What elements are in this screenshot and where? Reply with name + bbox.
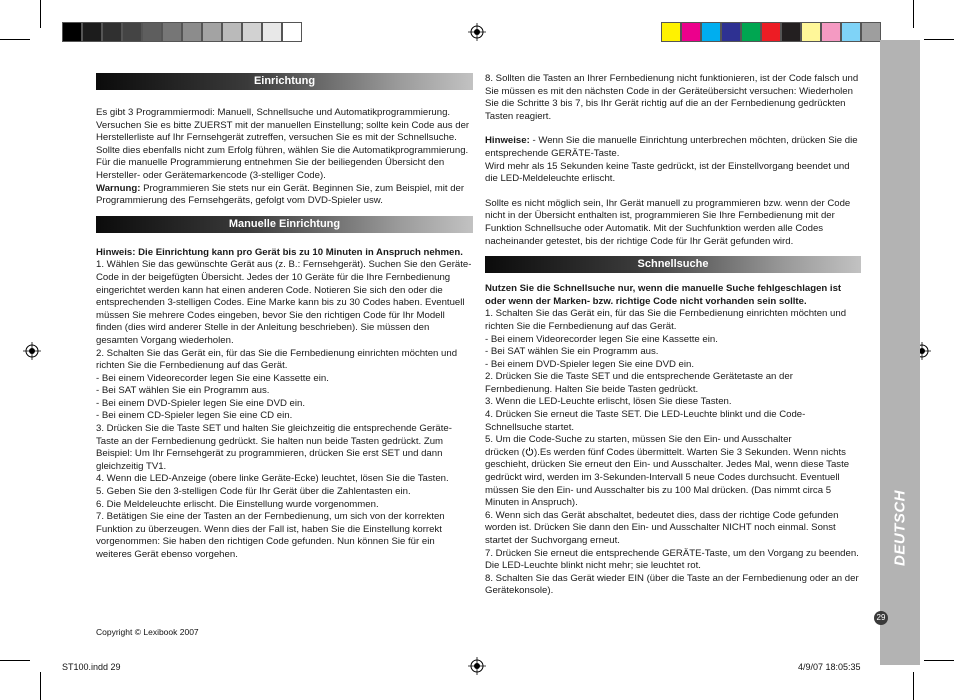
gray-swatch bbox=[282, 22, 302, 42]
color-swatch bbox=[841, 22, 861, 42]
registration-mark-icon bbox=[468, 23, 486, 41]
crop-mark bbox=[913, 0, 914, 28]
quick-intro: Nutzen Sie die Schnellsuche nur, wenn die manuelle Suche fehlgeschlagen ist oder wenn der Marken- bzw. richtige Code nicht vorhanden sein sollte. bbox=[485, 283, 842, 307]
crop-mark bbox=[913, 672, 914, 700]
step-item: 6. Wenn sich das Gerät abschaltet, bedeutet dies, dass der richtige Code gefunden worden ist. Drücken Sie dann den Ein- und Ausschalter NICHT noch einmal. Sonst startet der Suchvorgang erneut. bbox=[485, 509, 839, 546]
color-swatch bbox=[861, 22, 881, 42]
step-item: 6. Die Meldeleuchte erlischt. Die Einstellung wurde vorgenommen. bbox=[96, 498, 379, 510]
step-item: 4. Drücken Sie erneut die Taste SET. Die LED-Leuchte blinkt und die Code-Schnellsuche startet. bbox=[485, 409, 806, 433]
step-item: 3. Wenn die LED-Leuchte erlischt, lösen Sie diese Tasten. bbox=[485, 396, 732, 408]
right-column bbox=[485, 73, 861, 598]
paragraph: 8. Sollten die Tasten an Ihrer Fernbedienung nicht funktionieren, ist der Code falsch und Sie müssen es mit den nächsten Code in der Geräteübersicht versuchen: Wiederholen Sie die Schritte 3 bis 7, bis Ihr Gerät richtig auf die an der Fernbedienung gedrückten Tasten reagiert. bbox=[485, 73, 859, 122]
color-swatch bbox=[661, 22, 681, 42]
gray-swatch bbox=[222, 22, 242, 42]
crop-mark bbox=[0, 660, 30, 661]
paragraph: Wird mehr als 15 Sekunden keine Taste gedrückt, ist der Einstellvorgang beendet und die LED-Meldeleuchte erlischt. bbox=[485, 160, 850, 185]
color-swatch bbox=[781, 22, 801, 42]
grayscale-color-bar bbox=[62, 22, 302, 42]
step-item: 5. Geben Sie den 3-stelligen Code für Ihr Gerät über die Zahlentasten ein. bbox=[96, 486, 411, 498]
color-swatch bbox=[761, 22, 781, 42]
gray-swatch bbox=[202, 22, 222, 42]
registration-mark-icon bbox=[23, 342, 41, 360]
section-header-manuelle-einrichtung: Manuelle Einrichtung bbox=[96, 216, 473, 233]
paragraph: Sollte es nicht möglich sein, Ihr Gerät manuell zu programmieren bzw. wenn der Code nicht in der Übersicht enthalten ist, programmieren Sie Ihre Fernbedienung mit der Funktion Schnellsuche oder Automatik. Mit der Suchfunktion werden alle Codes nacheinander getestet, bis der richtige Code für Ihr Gerät gefunden wird. bbox=[485, 197, 851, 247]
step-item: - Bei SAT wählen Sie ein Programm aus. bbox=[96, 385, 270, 397]
gray-swatch bbox=[102, 22, 122, 42]
left-column bbox=[96, 73, 473, 562]
crop-mark bbox=[40, 0, 41, 28]
color-swatch bbox=[801, 22, 821, 42]
language-label: DEUTSCH bbox=[891, 489, 909, 567]
gray-swatch bbox=[242, 22, 262, 42]
crop-mark bbox=[0, 39, 30, 40]
gray-swatch bbox=[62, 22, 82, 42]
gray-swatch bbox=[82, 22, 102, 42]
warning-label: Warnung: bbox=[96, 182, 141, 194]
step-item: drücken ( ).Es werden fünf Codes übermittelt. Warten Sie 3 Sekunden. Wenn nichts geschieht, drücken Sie erneut den Ein- und Ausschalter. Jedes Mal, wenn diese Taste gedrückt wird, werden im 3-Sekunden-Intervall 5 neue Codes durchsucht. Eventuell müssen Sie den Ein- und Ausschalter bis zu 100 Mal drücken. (Das nimmt circa 5 Minuten in Anspruch). bbox=[485, 446, 850, 509]
step-item: 7. Drücken Sie erneut die entsprechende GERÄTE-Taste, um den Vorgang zu beenden. Die LED-Leuchte blinkt nicht mehr; sie leuchtet rot. bbox=[485, 547, 859, 572]
gray-swatch bbox=[122, 22, 142, 42]
section-header-schnellsuche: Schnellsuche bbox=[485, 256, 861, 273]
hints-paragraph: Hinweise: - Wenn Sie die manuelle Einrichtung unterbrechen möchten, drücken Sie die entsprechende GERÄTE-Taste. bbox=[485, 135, 858, 159]
step-item: - Bei einem Videorecorder legen Sie eine Kassette ein. bbox=[96, 372, 329, 384]
gray-swatch bbox=[262, 22, 282, 42]
step-item: - Bei einem DVD-Spieler legen Sie eine DVD ein. bbox=[96, 397, 306, 409]
step-item: 7. Betätigen Sie eine der Tasten an der Fernbedienung, um sich von der korrekten Funktion zu überzeugen. Wenn dies der Fall ist, haben Sie die Einstellung korrekt vorgenommen: Sie haben den richtigen Code gefunden. Nun können Sie für ein weiteres Gerät ebenso vorgehen. bbox=[96, 511, 445, 560]
crop-mark bbox=[924, 660, 954, 661]
color-swatch bbox=[821, 22, 841, 42]
step-item: - Bei einem Videorecorder legen Sie eine Kassette ein. bbox=[485, 333, 718, 345]
step-item: - Bei SAT wählen Sie ein Programm aus. bbox=[485, 346, 659, 358]
step-item: 3. Drücken Sie die Taste SET und halten Sie gleichzeitig die entsprechende Geräte-Taste an der Fernbedienung gedrückt. Sie halten nun beide Tasten gedrückt. Zum Beispiel: Um Ihr Fernsehgerät zu programmieren, drücken Sie erst SET und dann gleichzeitig TV1. bbox=[96, 423, 452, 472]
color-swatch bbox=[681, 22, 701, 42]
file-slug: ST100.indd 29 bbox=[62, 662, 121, 672]
crop-mark bbox=[924, 39, 954, 40]
gray-swatch bbox=[142, 22, 162, 42]
process-color-bar bbox=[661, 22, 881, 42]
paragraph: Versuchen Sie es bitte ZUERST mit der manuellen Einstellung; sollte kein Code aus der Herstellerliste auf Ihr Fernsehgerät zutreffen, versuchen Sie es mit der Schnellsuche. Sollte dies ebenfalls nicht zum Erfolg führen, wählen Sie die Automatikprogrammierung. bbox=[96, 119, 470, 156]
registration-mark-icon bbox=[468, 657, 486, 675]
step-item: 4. Wenn die LED-Anzeige (obere linke Geräte-Ecke) leuchtet, lösen Sie die Tasten. bbox=[96, 473, 449, 485]
power-icon bbox=[525, 447, 534, 456]
gray-swatch bbox=[162, 22, 182, 42]
color-swatch bbox=[741, 22, 761, 42]
section-header-einrichtung: Einrichtung bbox=[96, 73, 473, 90]
step-item: 8. Schalten Sie das Gerät wieder EIN (über die Taste an der Fernbedienung oder an der Gerätekonsole). bbox=[485, 572, 859, 597]
step-item: - Bei einem CD-Spieler legen Sie eine CD ein. bbox=[96, 410, 293, 422]
warning-text: Programmieren Sie stets nur ein Gerät. Beginnen Sie, zum Beispiel, mit der Programmierung des Fernsehgeräts, gefolgt vom DVD-Spieler usw. bbox=[96, 182, 465, 207]
step-item: - Bei einem DVD-Spieler legen Sie eine DVD ein. bbox=[485, 358, 695, 370]
step-item: 2. Drücken Sie die Taste SET und die entsprechende Gerätetaste an der Fernbedienung. Halten Sie beide Tasten gedrückt. bbox=[485, 371, 793, 395]
gray-swatch bbox=[182, 22, 202, 42]
paragraph: Für die manuelle Programmierung entnehmen Sie der beiliegenden Übersicht den Hersteller- oder Gerätemarkencode (3-stelliger Code). bbox=[96, 157, 445, 181]
warning-paragraph bbox=[96, 183, 473, 208]
step-item: 5. Um die Code-Suche zu starten, müssen Sie den Ein- und Ausschalter bbox=[485, 434, 792, 446]
copyright: Copyright © Lexibook 2007 bbox=[96, 627, 199, 637]
hint-paragraph: Hinweis: Die Einrichtung kann pro Gerät bis zu 10 Minuten in Anspruch nehmen. bbox=[96, 246, 463, 258]
crop-mark bbox=[40, 672, 41, 700]
step-item: 1. Wählen Sie das gewünschte Gerät aus (z. B.: Fernsehgerät). Suchen Sie den Geräte-Code in der beigefügten Übersicht. Jedes der 10 Geräte für die Ihre Fernbedienung eingerichtet werden kann hat einen anderen Code. Notieren Sie sich den oder die entsprechenden 3-stelligen Codes. Eine Marke kann bis zu 30 Codes haben. Eventuell müssen Sie mehrere Codes eingeben, bevor Sie den richtigen Code für Ihr Modell finden (dies wird anderer Stelle in der Anleitung beschrieben). Sie müssen den gesamten Vorgang wiederholen. bbox=[96, 259, 472, 346]
date-slug: 4/9/07 18:05:35 bbox=[798, 662, 861, 672]
hints-label: Hinweise: bbox=[485, 135, 530, 147]
paragraph: Es gibt 3 Programmiermodi: Manuell, Schnellsuche und Automatikprogrammierung. bbox=[96, 107, 451, 118]
step-item: 2. Schalten Sie das Gerät ein, für das Sie die Fernbedienung einrichten möchten und richten Sie die Fernbedienung auf das Gerät. bbox=[96, 347, 458, 372]
step-item: 1. Schalten Sie das Gerät ein, für das Sie die Fernbedienung einrichten möchten und richten Sie die Fernbedienung auf das Gerät. bbox=[485, 308, 847, 332]
color-swatch bbox=[721, 22, 741, 42]
color-swatch bbox=[701, 22, 721, 42]
page-number: 29 bbox=[874, 611, 888, 625]
